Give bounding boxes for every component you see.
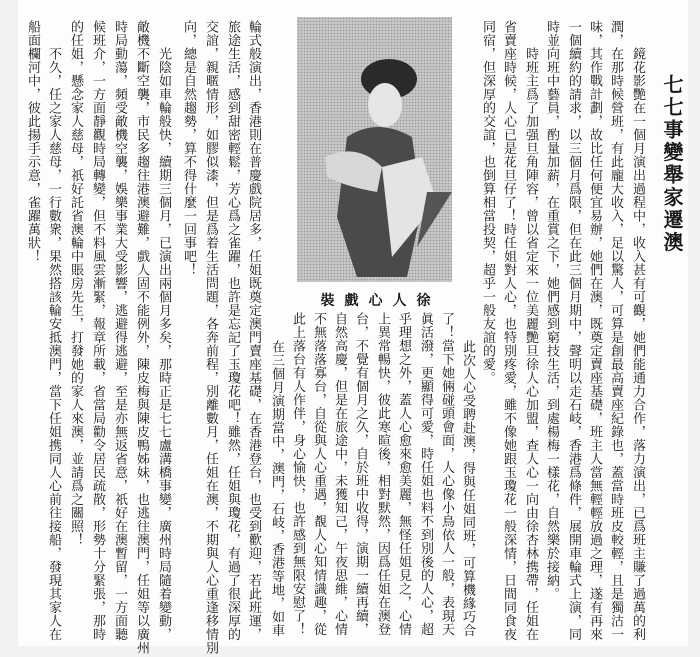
text-column: 時並向班中藝員，酌量加薪，在重賞之下，她們感到窮技生活，到處楊梅一樣花，自然樂於接納。 [544,20,559,601]
text-column: 在三個月演期當中，澳門，石岐，香港等地，如車 [269,340,284,637]
text-column: 光陰如車輪般快，續期三個月，已演出兩個月多矣，那時正是七七盧溝橋事變，廣州時局隨着變動， [156,47,171,641]
text-column: 交誼，親暱情形，如膠似漆，但是爲着生活問題，各奔前程，別離數月，任姐在澳，不期與人心重逢移情別 [203,20,218,655]
text-column: 一個續約的請求，以三個月爲限，但在此三個月期中，聲明以走石岐，香港爲條件，展開車輪式上演，同 [566,20,581,641]
text-column: 時局動蕩，頻受敵機空襲，娛樂事業大受影響，逃避得逃避，至是亦無返省意，祇好在澳暫留，一方面聽 [112,20,127,641]
text-column: 台，不覺有個月之久，自於班中收得，演期一續再續， [353,312,368,636]
text-column: 此次人心受聘赴澳，得與任姐同班，可算機緣巧合 [460,340,475,637]
text-column: 潤，在那時候營班，有此龐大收入，足以驚人，可算是創最高賣座紀錄也，蓋當時班皮較輕，且是獨沽一 [608,20,623,641]
text-column: 同宿，但深厚的交誼，也倒算相當投契，超乎一般友誼的愛。 [480,20,495,385]
text-column: 時班主爲了加强旦角陣容，曾以省定來一位美麗艷旦徐人心加盟，查人心一向由徐杏林携帶，任姐在 [523,47,538,641]
text-column: 上異常暢快，彼此寒暄後，相對默然，因爲任姐在澳登 [375,312,390,636]
text-column: 候班介，一方面靜觀時局轉變，但不料風雲漸緊，報章所載，省當局勸令居民疏散，形勢十分緊張，那時 [90,20,105,641]
text-column: 省賣座時候，人心已是花旦仔了！時任姐對人心，也特別疼愛，雖不像她跟玉瓊花一般深情，日間同食夜 [501,20,516,641]
text-column: 船面欄河中，彼此揚手示意，雀躍萬狀！ [25,20,40,263]
text-column: 味，其作戰計劃，故比任何便宜易辦，她們在澳，既奠定賣座基礎，班主人當無輕輕放過之理，遂有再來 [587,20,602,641]
text-column: 此上落台有人作伴，身心愉快，也許感到無限安慰了！ [290,312,305,636]
article-title: 七七事變舉家遷澳 [660,74,684,254]
text-column: 旅途生活，感到甜密輕鬆，芳心爲之雀躍，也許是忘記了玉瓊花吧！雖然，任姐與瓊花，有過了很深厚的 [225,20,240,641]
text-column: 鏡花影艷在一個月演出過程中，收入甚有可觀，她們能通力合作，落力演出，已爲班主賺了過萬的利 [630,47,645,641]
text-column: 的任姐，懸念家人慈母，祇好託省澳輪中賬房先生，打發她的家人來澳，並請爲之關照！ [68,20,83,547]
photo-caption: 徐人心戲裝 [320,293,441,309]
text-column: 向，總是自然趨勢，算不得什麼一回事吧！ [181,20,196,277]
text-column: 輪式般演出，香港則在普慶戲院居多，任姐既奠定澳門賣座基礎，在香港登台，也受到歡迎，若此班運， [246,20,261,641]
text-column: 乎理想之外，蓋人心愈來愈美麗，無怪任姐見之，心情 [396,312,411,636]
text-column: 眞活潑，更顯得可愛，時任姐也料不到別後的人心，超 [418,312,433,636]
text-column: 不久，任之家人慈母，一行數衆，果然搭該輪安抵澳門，當下任姐携同人心前往接船，發現其家人在 [46,47,61,641]
text-column: 敵機不斷空襲，市民多趨往港澳避難，戲人固不能例外，陳皮梅與陳皮鴨姊妹，也逃往澳門，任姐等以廣州 [134,20,149,655]
text-column: 自然高慶，但是在旅途中，未獲知己，午夜思維，心情 [332,312,347,636]
text-column: 不無落落寡台，自從與人心重遇，覩人心知情識趣，從 [311,312,326,636]
opera-costume-photo [297,17,452,282]
text-column: 了！當下她倆碰頭會面，人心像小鳥依人一般，表現天 [439,312,454,636]
